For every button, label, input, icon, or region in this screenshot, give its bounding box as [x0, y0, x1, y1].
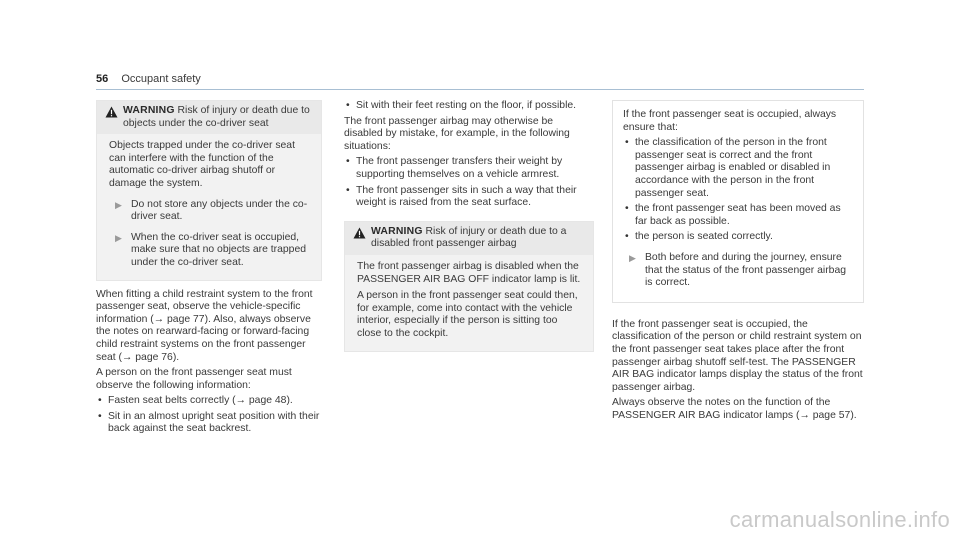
header-rule	[96, 89, 864, 90]
bullet-list	[344, 100, 594, 113]
column-3	[612, 100, 864, 425]
page-header	[96, 73, 201, 86]
list-item: • the front passenger seat has been moved as far back as possible.	[623, 203, 853, 228]
note-box	[612, 100, 864, 303]
list-item: • the classification of the person in the front passenger seat is correct and the front passenger airbag is enabled or disabled in accordance with the person in the front passenger seat.	[623, 137, 853, 200]
instruction-step: ▶ When the co-driver seat is occupied, make sure that no objects are trapped under the co-driver seat.	[109, 232, 311, 270]
column-1	[96, 100, 322, 439]
paragraph: A person on the front passenger seat must observe the following information:	[96, 367, 292, 391]
warning-box-airbag	[344, 221, 594, 352]
paragraph: When fitting a child restraint system to the front passenger seat, observe the vehicle-specific information (→ page 77). Also, always observe the notes on rearward-facing or forward-facing child restraint systems on the front passenger seat (→ page 76).	[96, 288, 313, 363]
warning-label: WARNING	[123, 105, 175, 116]
bullet-list	[96, 395, 322, 436]
page-number: 56	[96, 73, 109, 85]
list-item: • Fasten seat belts correctly (→ page 48).	[96, 395, 322, 408]
paragraph: Always observe the notes on the function of the PASSENGER AIR BAG indicator lamps (→ page 57).	[612, 397, 857, 421]
warning-label: WARNING	[371, 225, 423, 237]
bullet-list	[623, 137, 853, 244]
step-arrow-icon: ▶	[115, 199, 122, 210]
warning-header	[345, 222, 593, 255]
instruction-step: ▶ Do not store any objects under the co-driver seat.	[109, 199, 311, 224]
warning-box-objects	[96, 100, 322, 281]
note-intro: If the front passenger seat is occupied, always ensure that:	[623, 109, 837, 133]
list-item: • The front passenger sits in such a way that their weight is raised from the seat surface.	[344, 185, 594, 210]
warning-title: Risk of injury or death due to objects under the co-driver seat	[123, 105, 310, 129]
warning-triangle-icon	[353, 226, 371, 251]
list-item: • The front passenger transfers their weight by supporting themselves on a vehicle armrest.	[344, 156, 594, 181]
section-title: Occupant safety	[121, 73, 201, 85]
warning-body: Objects trapped under the co-driver seat can interfere with the function of the automatic co-driver airbag shutoff or damage the system.	[109, 140, 295, 189]
list-item: • Sit in an almost upright seat position with their back against the seat backrest.	[96, 411, 322, 436]
warning-title: Risk of injury or death due to a disabled front passenger airbag	[371, 225, 567, 250]
warning-header	[97, 101, 321, 134]
bullet-list	[344, 156, 594, 209]
watermark: carmanualsonline.info	[729, 507, 950, 533]
instruction-step: ▶ Both before and during the journey, ensure that the status of the front passenger airbag is correct.	[623, 252, 853, 290]
warning-body: The front passenger airbag is disabled when the PASSENGER AIR BAG OFF indicator lamp is lit.	[357, 260, 581, 285]
warning-triangle-icon	[105, 105, 123, 130]
step-arrow-icon: ▶	[629, 252, 636, 263]
list-item: • the person is seated correctly.	[623, 231, 853, 244]
step-arrow-icon: ▶	[115, 232, 122, 243]
paragraph: The front passenger airbag may otherwise be disabled by mistake, for example, in the following situations:	[344, 115, 570, 152]
paragraph: If the front passenger seat is occupied, the classification of the person or child restraint system on the front passenger seat takes place after the front passenger airbag shutoff self-test. The PASSENGER AIR BAG indicator lamps display the status of the front passenger airbag.	[612, 318, 863, 393]
column-2	[344, 100, 594, 352]
list-item: • Sit with their feet resting on the floor, if possible.	[344, 100, 594, 113]
warning-body: A person in the front passenger seat could then, for example, come into contact with the vehicle interior, especially if the person is sitting too close to the cockpit.	[357, 290, 578, 339]
